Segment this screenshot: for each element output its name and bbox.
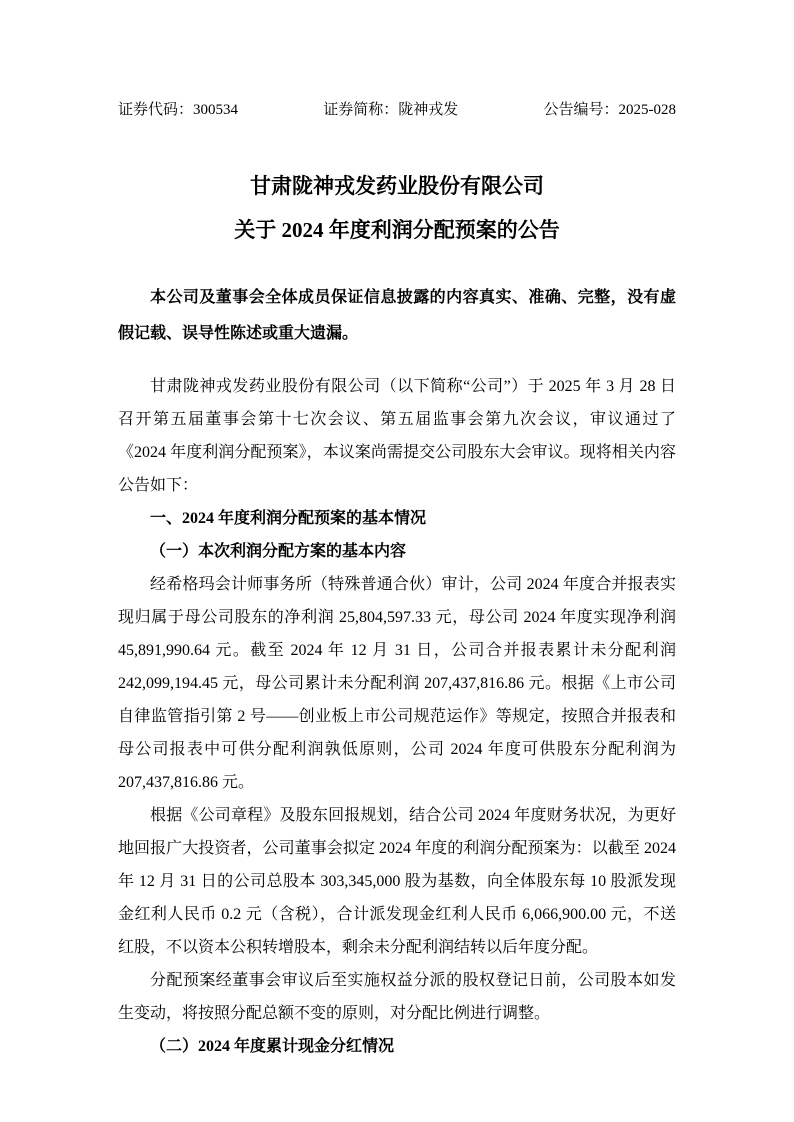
section1-2-heading: （二）2024 年度累计现金分红情况 <box>150 1038 395 1055</box>
audit-result-paragraph: 经希格玛会计师事务所（特殊普通合伙）审计，公司 2024 年度合并报表实现归属于母公司股东的净利润 25,804,597.33 元，母公司 2024 年度实现净利润 45,891,990.64 元。截至 2024 年 12 月 31 日，公司合并报表累计未分配利润 242,099,194.45 元，母公司累计未分配利润 207,437,816.86 元。根据《上市公司自律监管指引第 2 号——创业板上市公司规范运作》等规定，按照合并报表和母公司报表中可供分配利润孰低原则，公司 2024 年度可供股东分配利润为 207,437,816.86 元。 <box>118 576 676 791</box>
stock-short-name: 证券简称：陇神戎发 <box>323 102 459 118</box>
announcement-number: 公告编号：2025-028 <box>543 102 676 118</box>
document-title-line2: 关于 2024 年度利润分配预案的公告 <box>234 218 560 242</box>
adjustment-paragraph: 分配预案经董事会审议后至实施权益分派的股权登记日前，公司股本如发生变动，将按照分配总额不变的原则，对分配比例进行调整。 <box>118 972 676 1022</box>
document-title <box>118 164 676 252</box>
document-title-line1: 甘肃陇神戎发药业股份有限公司 <box>250 174 544 198</box>
document-header <box>118 100 676 120</box>
section1-1-heading: （一）本次利润分配方案的基本内容 <box>150 543 407 560</box>
distribution-plan-paragraph: 根据《公司章程》及股东回报规划，结合公司 2024 年度财务状况，为更好地回报广大投资者，公司董事会拟定 2024 年度的利润分配预案为：以截至 2024 年 12 月 31 日的公司总股本 303,345,000 股为基数，向全体股东每 10 股派发现金红利人民币 0.2 元（含税），合计派发现金红利人民币 6,066,900.00 元，不送红股，不以资本公积转增股本，剩余未分配利润结转以后年度分配。 <box>118 807 676 956</box>
stock-code: 证券代码：300534 <box>118 102 239 118</box>
document-body <box>118 370 676 1063</box>
section1-heading: 一、2024 年度利润分配预案的基本情况 <box>150 510 427 527</box>
board-disclaimer-statement: 本公司及董事会全体成员保证信息披露的内容真实、准确、完整，没有虚假记载、误导性陈述或重大遗漏。 <box>118 289 676 342</box>
intro-paragraph: 甘肃陇神戎发药业股份有限公司（以下简称“公司”）于 2025 年 3 月 28 日召开第五届董事会第十七次会议、第五届监事会第九次会议，审议通过了《2024 年度利润分配预案》，本议案尚需提交公司股东大会审议。现将相关内容公告如下： <box>118 378 676 494</box>
